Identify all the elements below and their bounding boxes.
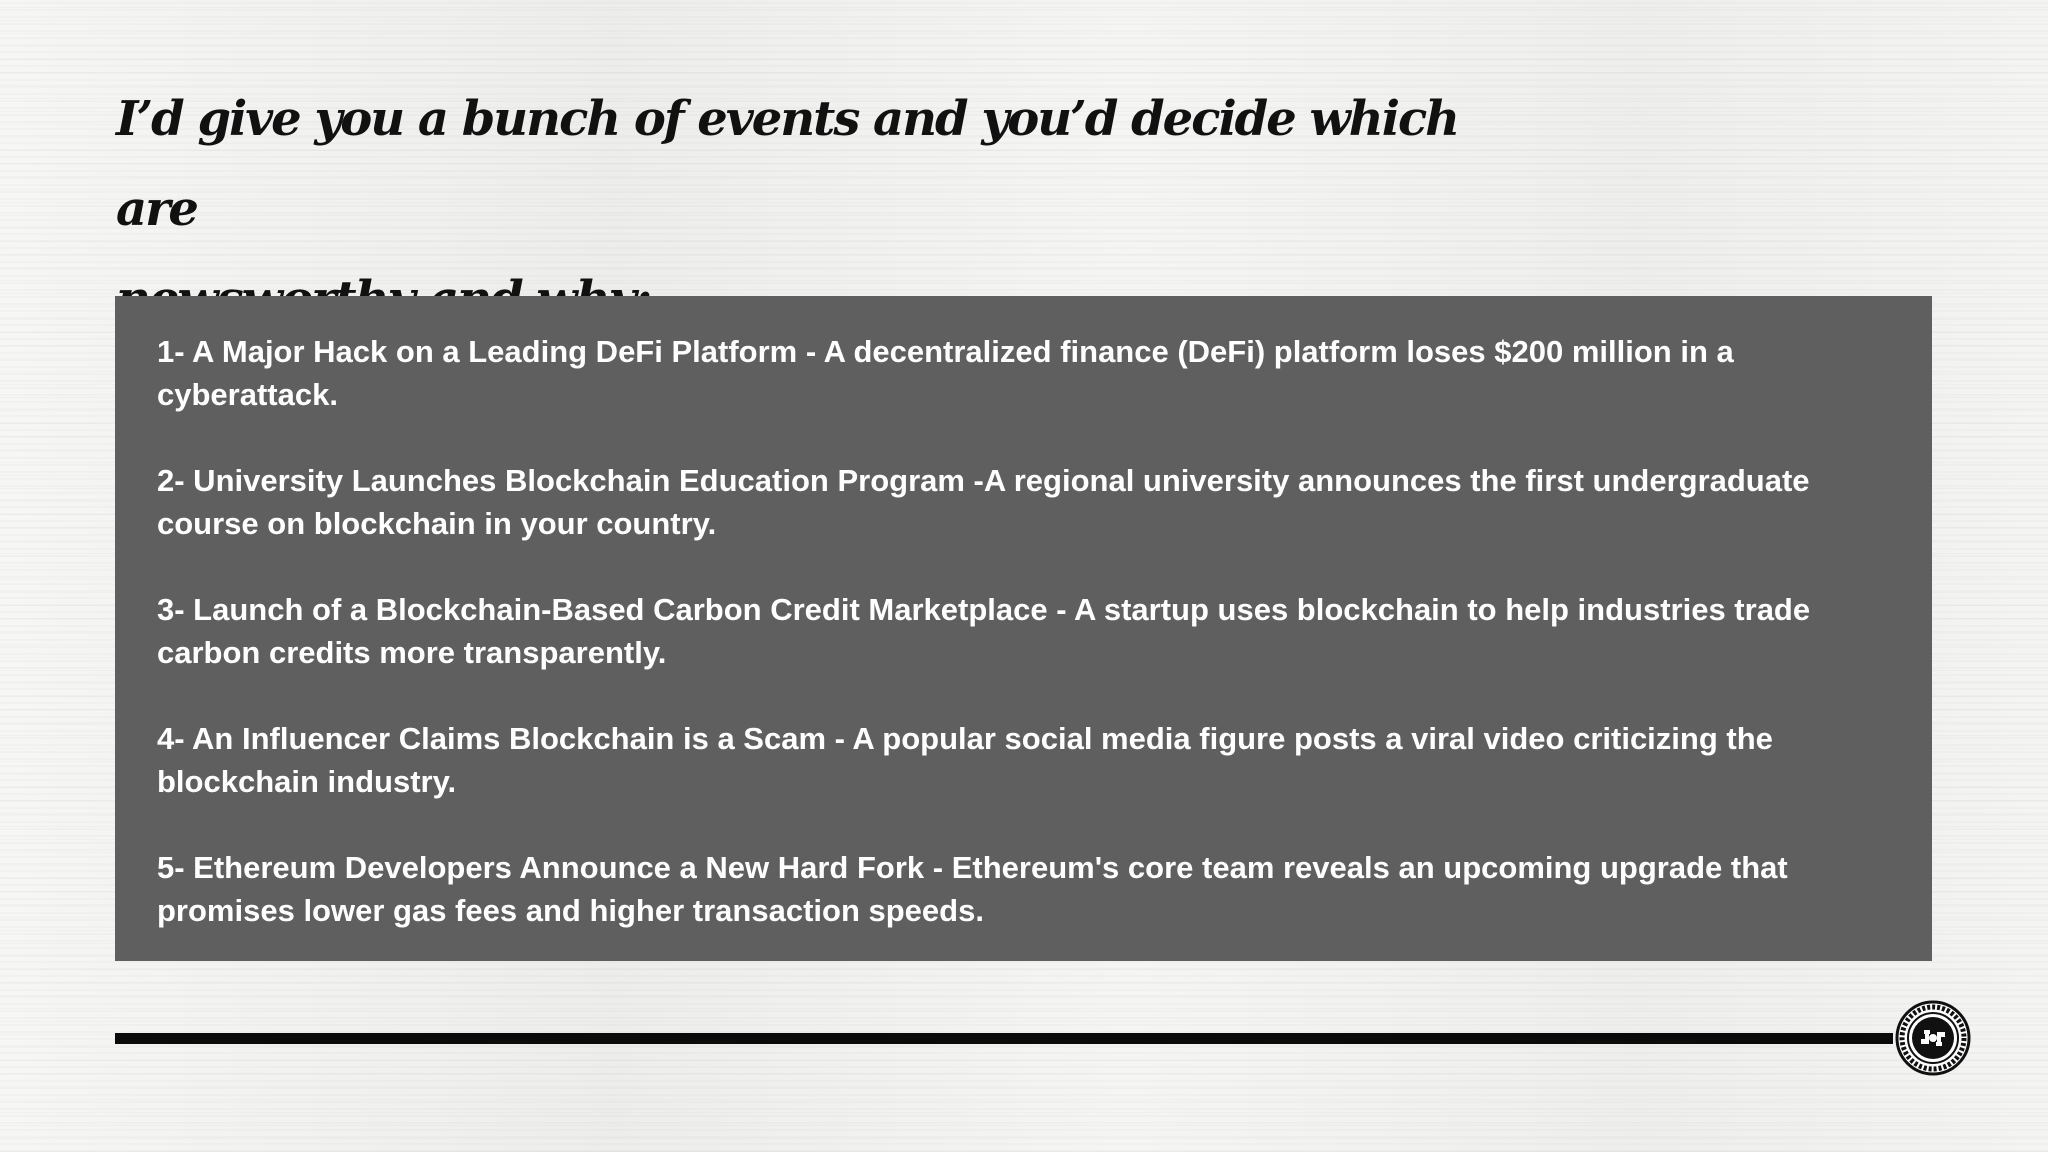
- events-box: [115, 296, 1932, 961]
- greek-key-seal-icon: [1895, 1000, 1971, 1076]
- event-item-3: 3- Launch of a Blockchain-Based Carbon Credit Marketplace - A startup uses blockchain to help industries trade carbon credits more transparently.: [157, 592, 1811, 670]
- event-item-2: 2- University Launches Blockchain Education Program -A regional university announces the first undergraduate course on blockchain in your country.: [157, 463, 1810, 541]
- event-item-1: 1- A Major Hack on a Leading DeFi Platform - A decentralized finance (DeFi) platform loses $200 million in a cyberattack.: [157, 334, 1734, 412]
- event-item-5: 5- Ethereum Developers Announce a New Hard Fork - Ethereum's core team reveals an upcoming upgrade that promises lower gas fees and higher transaction speeds.: [157, 850, 1788, 928]
- title-line-1: I’d give you a bunch of events and you’d decide which are: [116, 91, 1459, 237]
- event-item-4: 4- An Influencer Claims Blockchain is a Scam - A popular social media figure posts a viral video criticizing the blockchain industry.: [157, 721, 1773, 799]
- divider-line: [115, 1033, 1893, 1044]
- events-list: [157, 330, 1892, 932]
